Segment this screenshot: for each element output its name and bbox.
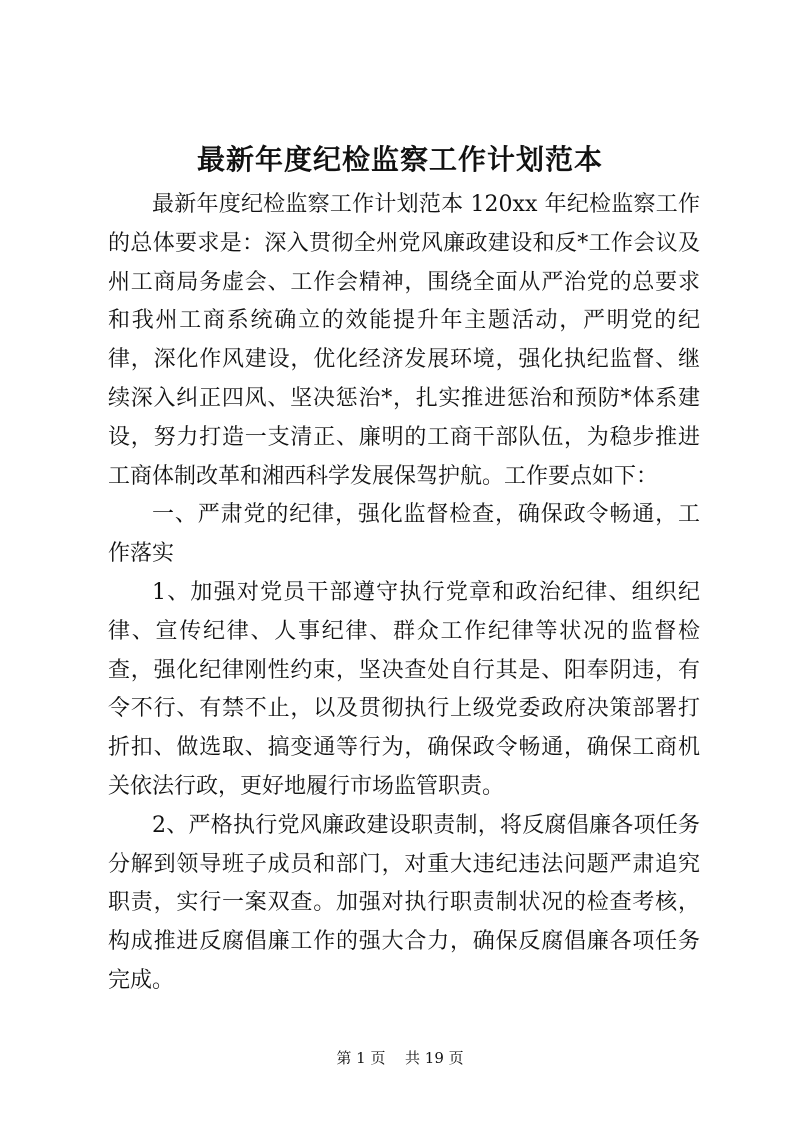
page-number: 第 1 页 (336, 1049, 386, 1067)
paragraph-item-1: 1、加强对党员干部遵守执行党章和政治纪律、组织纪律、宣传纪律、人事纪律、群众工作纪律等状况的监督检查，强化纪律刚性约束，坚决查处自行其是、阳奉阴违，有令不行、有禁不止，以及贯彻执行上级党委政府决策部署打折扣、做选取、搞变通等行为，确保政令畅通，确保工商机关依法行政，更好地履行市场监管职责。 (108, 579, 700, 799)
paragraph-intro: 最新年度纪检监察工作计划范本 120xx 年纪检监察工作的总体要求是：深入贯彻全州党风廉政建设和反*工作会议及州工商局务虚会、工作会精神，围绕全面从严治党的总要求和我州工商系统确立的效能提升年主题活动，严明党的纪律，深化作风建设，优化经济发展环境，强化执纪监督、继续深入纠正四风、坚决惩治*，扎实推进惩治和预防*体系建设，努力打造一支清正、廉明的工商干部队伍，为稳步推进工商体制改革和湘西科学发展保驾护航。工作要点如下： (108, 192, 700, 489)
paragraph-section-heading: 一、严肃党的纪律，强化监督检查，确保政令畅通，工作落实 (108, 502, 700, 567)
page-footer (0, 1048, 800, 1068)
page-total: 共 19 页 (405, 1049, 464, 1067)
document-title: 最新年度纪检监察工作计划范本 (196, 143, 603, 176)
paragraph-item-2: 2、严格执行党风廉政建设职责制，将反腐倡廉各项任务分解到领导班子成员和部门，对重大违纪违法问题严肃追究职责，实行一案双查。加强对执行职责制状况的检查考核，构成推进反腐倡廉工作的强大合力，确保反腐倡廉各项任务完成。 (108, 812, 700, 993)
document-body (108, 186, 700, 1001)
